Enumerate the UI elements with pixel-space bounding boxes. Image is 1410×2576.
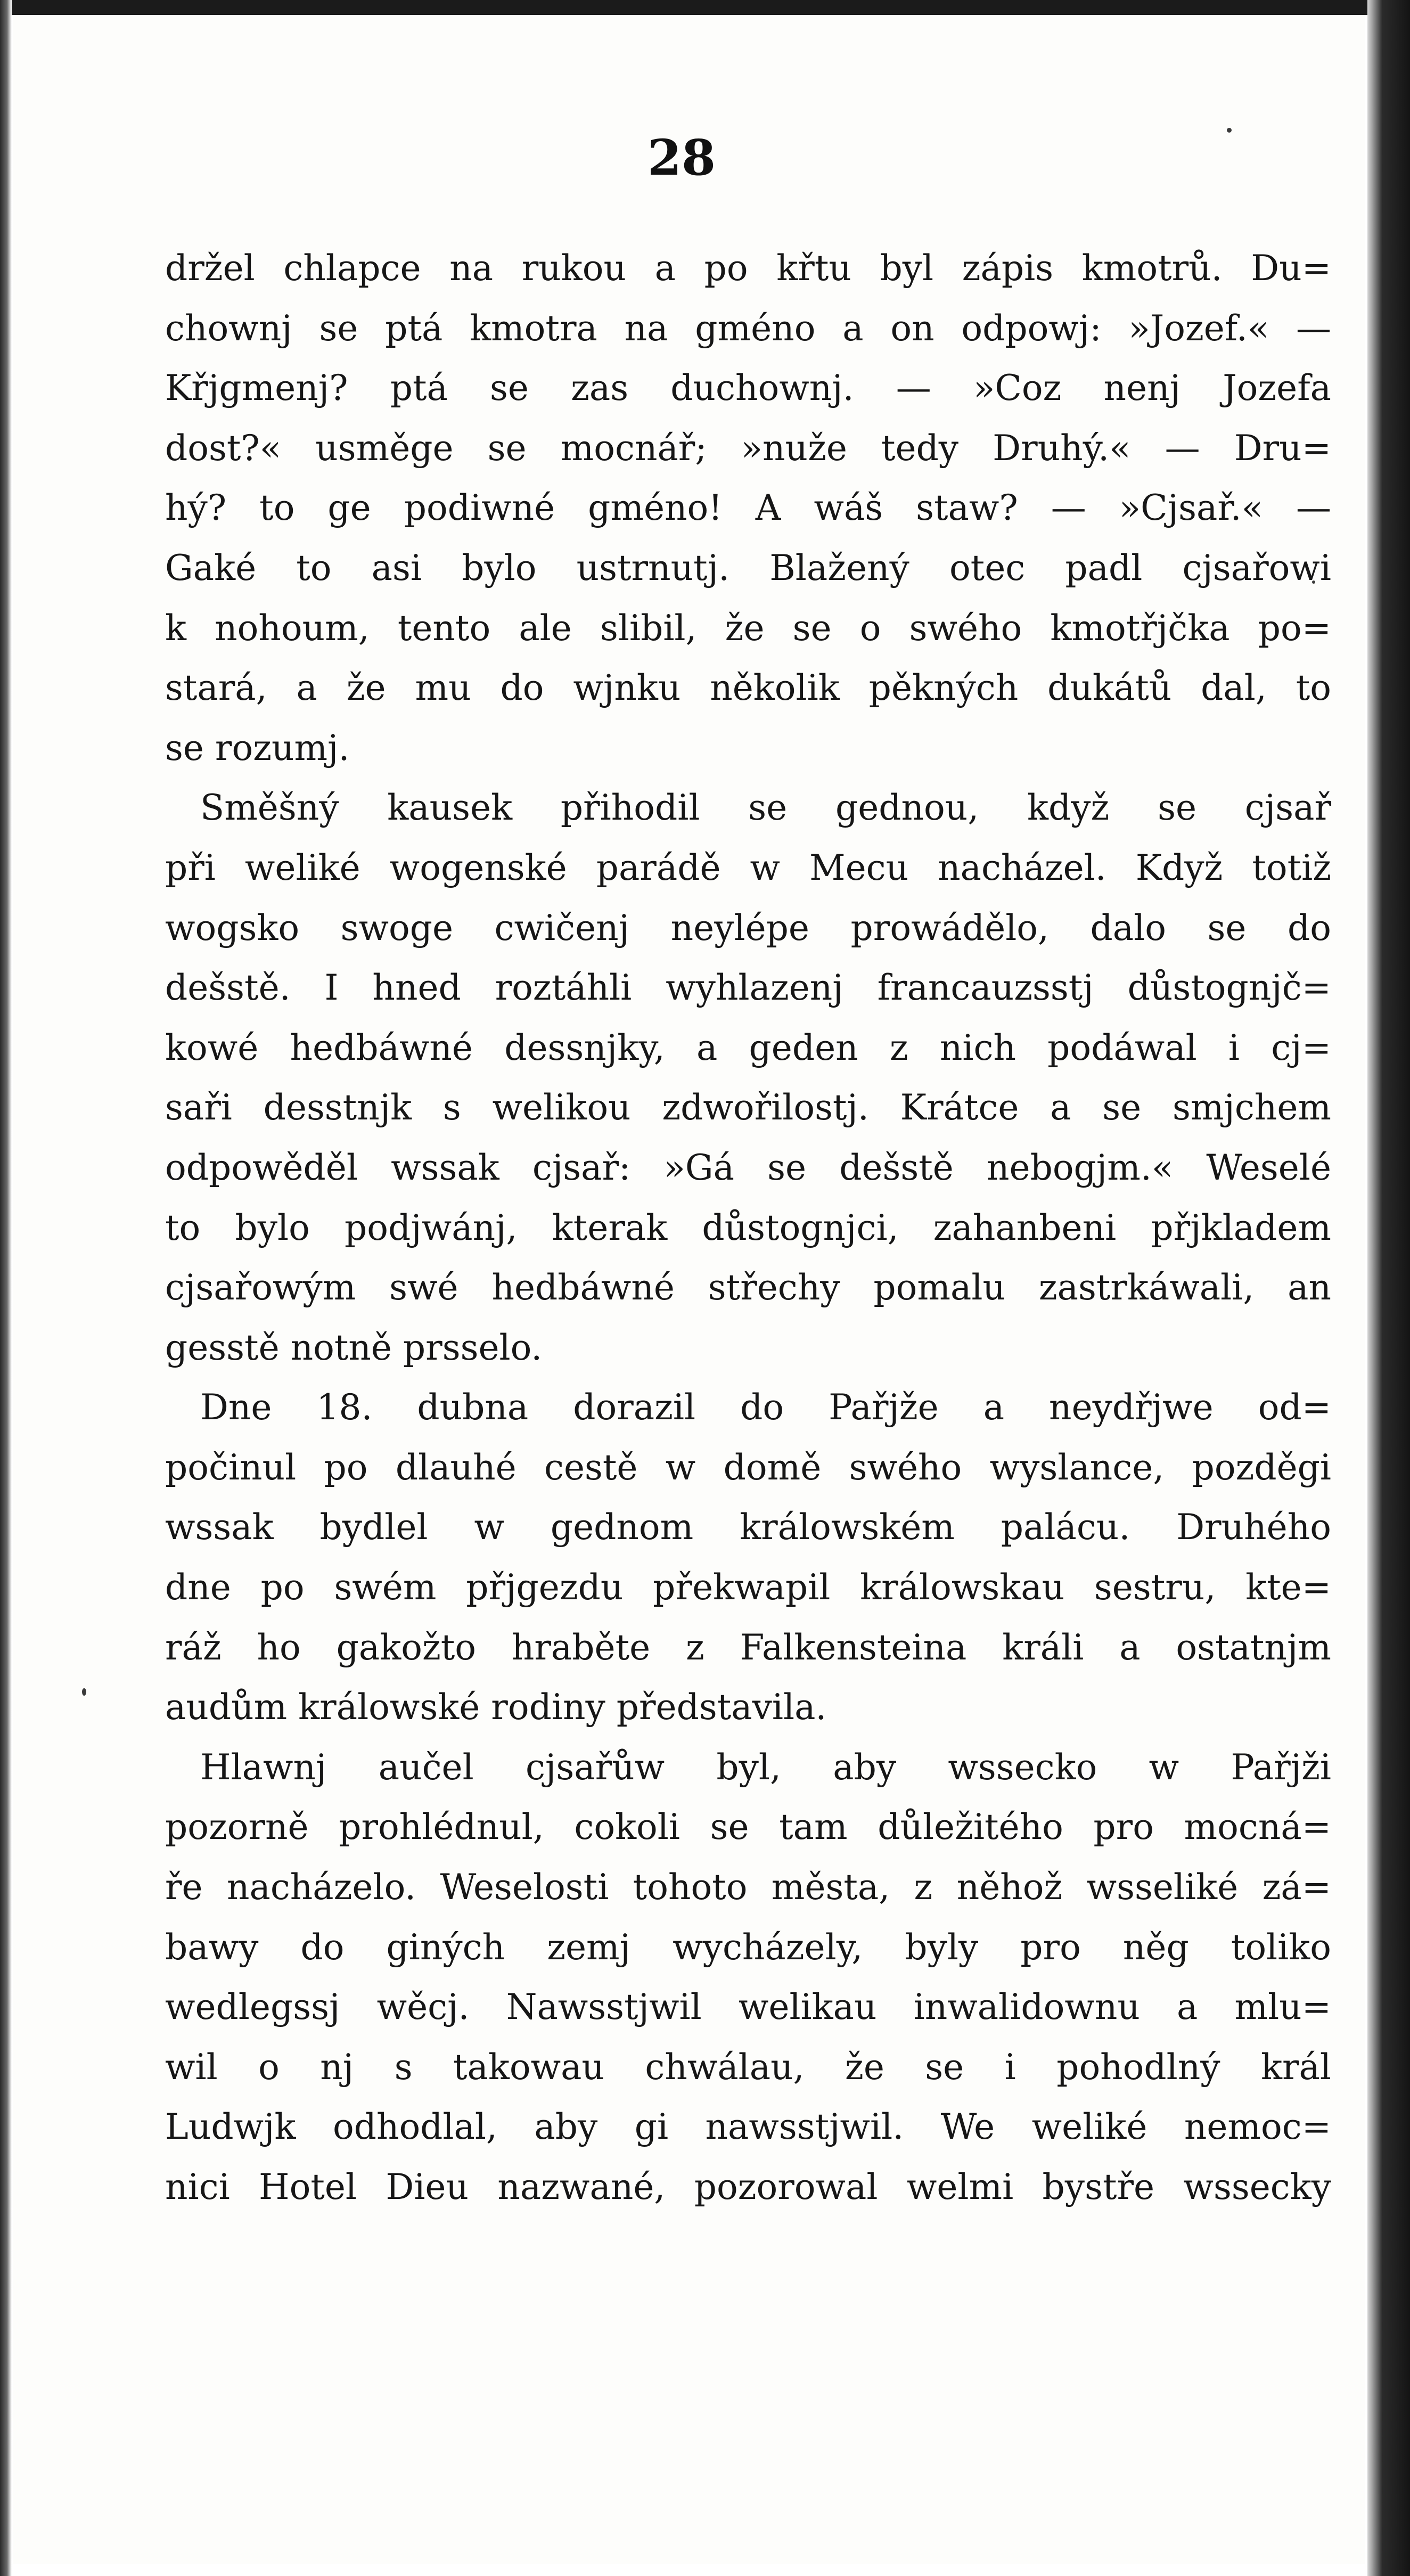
scan-right-edge	[1367, 0, 1410, 2576]
text-line: ráž ho gakožto hraběte z Falkensteina králi a ostatnjm	[165, 1626, 1331, 1668]
text-line: dne po swém přjgezdu překwapil králowskau sestru, kte=	[165, 1567, 1331, 1608]
text-line: audům králowské rodiny představila.	[165, 1687, 827, 1728]
text-line: wogsko swoge cwičenj neylépe prowádělo, dalo se do	[165, 907, 1331, 948]
text-line: Hlawnj aučel cjsařůw byl, aby wssecko w Pařjži	[200, 1746, 1331, 1788]
text-line: nici Hotel Dieu nazwané, pozorowal welmi bystře wssecky	[165, 2166, 1331, 2207]
text-line: držel chlapce na rukou a po křtu byl zápis kmotrů. Du=	[165, 248, 1331, 289]
text-line: počinul po dlauhé cestě w domě swého wyslance, pozděgi	[165, 1446, 1331, 1488]
text-line: Směšný kausek přihodil se gednou, když se cjsař	[200, 787, 1331, 829]
text-line: wil o nj s takowau chwálau, že se i pohodlný král	[165, 2046, 1331, 2088]
text-line: při weliké wogenské parádě w Mecu nacházel. Když totiž	[165, 847, 1331, 888]
text-line: wssak bydlel w gednom králowském palácu. Druhého	[165, 1507, 1331, 1548]
page-number: 28	[647, 129, 716, 186]
text-line: k nohoum, tento ale slibil, že se o swého kmotřjčka po=	[165, 607, 1331, 649]
text-line: ře nacházelo. Weselosti tohoto města, z něhož wsseliké zá=	[165, 1867, 1331, 1908]
text-line: Ludwjk odhodlal, aby gi nawsstjwil. We weliké nemoc=	[165, 2106, 1331, 2148]
text-line: odpowěděl wssak cjsař: »Gá se dešstě nebogjm.« Weselé	[165, 1147, 1331, 1188]
text-line: saři desstnjk s welikou zdwořilostj. Krátce a se smjchem	[165, 1087, 1331, 1128]
text-line: pozorně prohlédnul, cokoli se tam důležitého pro mocná=	[165, 1806, 1331, 1848]
text-line: cjsařowým swé hedbáwné střechy pomalu zastrkáwali, an	[165, 1267, 1331, 1309]
text-line: to bylo podjwánj, kterak důstognjci, zahanbeni přjkladem	[165, 1207, 1331, 1248]
text-line: chownj se ptá kmotra na gméno a on odpowj: »Jozef.« —	[165, 307, 1331, 349]
page-text	[165, 239, 1331, 2218]
text-line: wedlegssj wěcj. Nawsstjwil welikau inwalidownu a mlu=	[165, 1986, 1331, 2028]
text-line: dost?« usměge se mocnář; »nuže tedy Druhý.« — Dru=	[165, 427, 1331, 469]
text-line: dešstě. I hned roztáhli wyhlazenj francauzsstj důstognjč=	[165, 967, 1331, 1009]
text-line: hý? to ge podiwné gméno! A wáš staw? — »Cjsař.« —	[165, 487, 1331, 529]
text-line: se rozumj.	[165, 727, 350, 768]
paper-speck	[82, 1688, 86, 1696]
text-line: bawy do giných zemj wycházely, byly pro něg toliko	[165, 1926, 1331, 1968]
text-line: gesstě notně prsselo.	[165, 1327, 543, 1368]
text-line: Dne 18. dubna dorazil do Pařjže a neydřjwe od=	[200, 1387, 1331, 1428]
text-line: stará, a že mu do wjnku několik pěkných dukátů dal, to	[165, 667, 1331, 709]
paper-speck	[1227, 128, 1232, 133]
text-line: Křjgmenj? ptá se zas duchownj. — »Coz nenj Jozefa	[165, 367, 1331, 409]
text-line: Gaké to asi bylo ustrnutj. Blažený otec padl cjsařowi	[165, 547, 1331, 588]
scan-top-edge	[0, 0, 1410, 15]
scan-left-edge	[0, 0, 12, 2576]
text-line: kowé hedbáwné dessnjky, a geden z nich podáwal i cj=	[165, 1027, 1331, 1068]
